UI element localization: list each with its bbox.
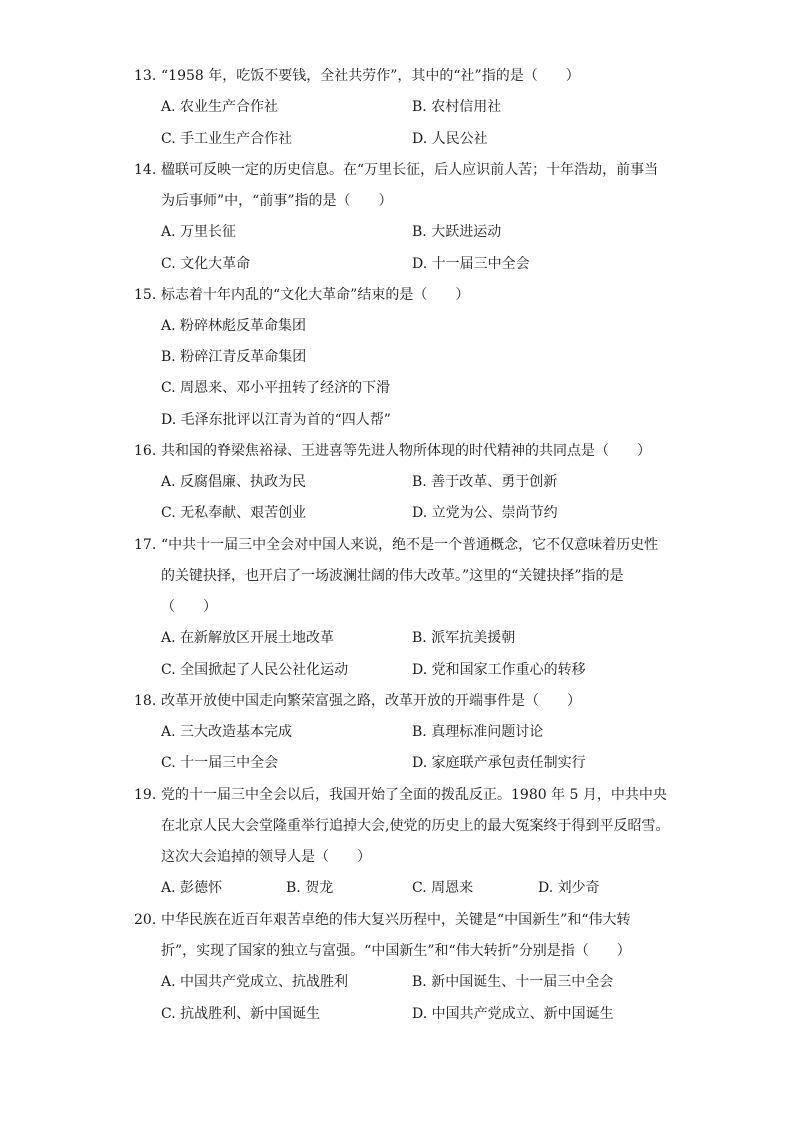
option-d[interactable]: D. 党和国家工作重心的转移 [412, 662, 586, 678]
option-b[interactable]: B. 贺龙 [286, 880, 334, 896]
option-a[interactable]: A. 粉碎林彪反革命集团 [161, 318, 307, 334]
option-a[interactable]: A. 反腐倡廉、执政为民 [161, 474, 307, 490]
question-stem: “1958 年，吃饭不要钱，全社共劳作”，其中的“社”指的是（ ） [161, 68, 580, 84]
option-a[interactable]: A. 万里长征 [161, 224, 237, 240]
question-number: 18. [134, 693, 157, 709]
question-number: 19. [134, 787, 157, 803]
question-stem: 为后事师”中，“前事”指的是（ ） [161, 193, 393, 209]
option-c[interactable]: C. 手工业生产合作社 [161, 131, 293, 147]
question-stem: 这次大会追掉的领导人是（ ） [161, 849, 371, 865]
option-b[interactable]: B. 粉碎江青反革命集团 [161, 349, 307, 365]
option-a[interactable]: A. 农业生产合作社 [161, 99, 279, 115]
question-number: 14. [134, 162, 157, 178]
question-stem: 在北京人民大会堂隆重举行追掉大会,使党的历史上的最大冤案终于得到平反昭雪。 [161, 818, 670, 834]
option-b[interactable]: B. 新中国诞生、十一届三中全会 [412, 974, 614, 990]
option-b[interactable]: B. 真理标准问题讨论 [412, 724, 544, 740]
option-d[interactable]: D. 十一届三中全会 [412, 256, 530, 272]
question-stem: 中华民族在近百年艰苦卓绝的伟大复兴历程中，关键是“中国新生”和“伟大转 [161, 912, 631, 928]
option-b[interactable]: B. 派军抗美援朝 [412, 630, 516, 646]
question-stem: 共和国的脊梁焦裕禄、王进喜等先进人物所体现的时代精神的共同点是（ ） [161, 443, 651, 459]
option-d[interactable]: D. 刘少奇 [538, 880, 600, 896]
option-d[interactable]: D. 立党为公、崇尚节约 [412, 505, 558, 521]
option-d[interactable]: D. 中国共产党成立、新中国诞生 [412, 1006, 614, 1022]
option-b[interactable]: B. 善于改革、勇于创新 [412, 474, 558, 490]
option-b[interactable]: B. 大跃进运动 [412, 224, 502, 240]
question-number: 20. [134, 912, 157, 928]
question-stem: 党的十一届三中全会以后，我国开始了全面的拨乱反正。1980 年 5 月，中共中央 [161, 787, 667, 803]
question-stem: （ ） [161, 599, 217, 615]
question-number: 15. [134, 287, 157, 303]
question-stem: 的关键抉择，也开启了一场波澜壮阔的伟大改革。”这里的“关键抉择”指的是 [161, 568, 624, 584]
option-d[interactable]: D. 毛泽东批评以江青为首的“四人帮” [161, 412, 391, 428]
option-a[interactable]: A. 彭德怀 [161, 880, 223, 896]
option-c[interactable]: C. 全国掀起了人民公社化运动 [161, 662, 349, 678]
question-number: 17. [134, 537, 157, 553]
option-c[interactable]: C. 周恩来、邓小平扭转了经济的下滑 [161, 380, 391, 396]
option-a[interactable]: A. 三大改造基本完成 [161, 724, 293, 740]
question-stem: 改革开放使中国走向繁荣富强之路，改革开放的开端事件是（ ） [161, 693, 581, 709]
question-stem: 楹联可反映一定的历史信息。在“万里长征，后人应识前人苦；十年浩劫，前事当 [161, 162, 659, 178]
option-a[interactable]: A. 中国共产党成立、抗战胜利 [161, 974, 349, 990]
option-c[interactable]: C. 文化大革命 [161, 256, 251, 272]
question-stem: “中共十一届三中全会对中国人来说，绝不是一个普通概念，它不仅意味着历史性 [161, 537, 659, 553]
option-d[interactable]: D. 家庭联产承包责任制实行 [412, 755, 586, 771]
question-stem: 折”，实现了国家的独立与富强。“中国新生”和“伟大转折”分别是指（ ） [161, 943, 631, 959]
question-stem: 标志着十年内乱的“文化大革命”结束的是（ ） [161, 287, 470, 303]
option-c[interactable]: C. 无私奉献、艰苦创业 [161, 505, 307, 521]
option-b[interactable]: B. 农村信用社 [412, 99, 502, 115]
option-d[interactable]: D. 人民公社 [412, 131, 488, 147]
option-c[interactable]: C. 十一届三中全会 [161, 755, 279, 771]
option-a[interactable]: A. 在新解放区开展土地改革 [161, 630, 335, 646]
question-number: 16. [134, 443, 157, 459]
question-number: 13. [134, 68, 157, 84]
option-c[interactable]: C. 抗战胜利、新中国诞生 [161, 1006, 321, 1022]
option-c[interactable]: C. 周恩来 [412, 880, 474, 896]
